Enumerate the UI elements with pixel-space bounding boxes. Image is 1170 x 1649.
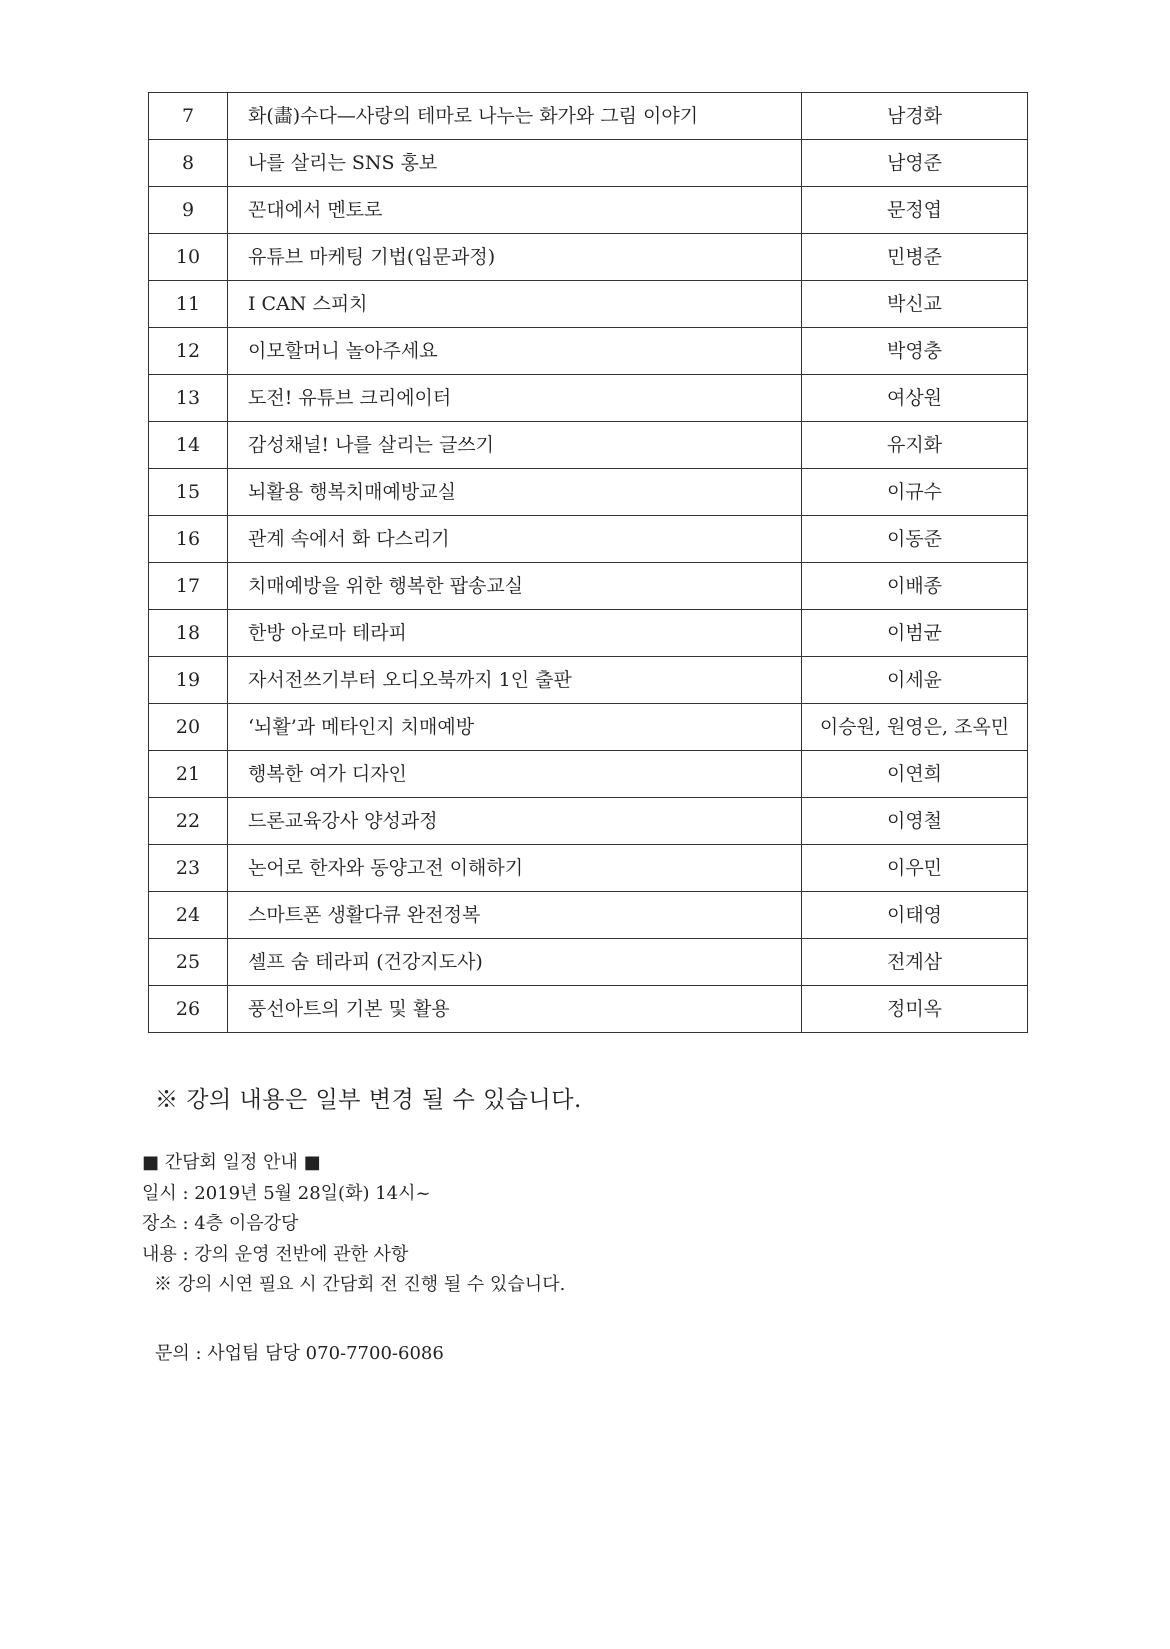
- row-number: 23: [149, 845, 228, 892]
- row-instructor: 이연희: [802, 751, 1028, 798]
- row-course-title: 감성채널! 나를 살리는 글쓰기: [228, 422, 802, 469]
- row-course-title: 드론교육강사 양성과정: [228, 798, 802, 845]
- course-table-body: [149, 93, 1028, 1033]
- schedule-change-note: ※ 강의 내용은 일부 변경 될 수 있습니다.: [155, 1087, 582, 1113]
- row-instructor: 박신교: [802, 281, 1028, 328]
- table-row: [149, 657, 1028, 704]
- row-number: 16: [149, 516, 228, 563]
- meeting-place: 장소 : 4층 이음강당: [142, 1213, 299, 1234]
- table-row: [149, 986, 1028, 1033]
- table-row: [149, 93, 1028, 140]
- row-instructor: 이승원, 원영은, 조옥민: [802, 704, 1028, 751]
- row-instructor: 이규수: [802, 469, 1028, 516]
- row-number: 11: [149, 281, 228, 328]
- row-instructor: 이동준: [802, 516, 1028, 563]
- contact-info: 문의 : 사업팀 담당 070-7700-6086: [155, 1343, 444, 1364]
- row-number: 20: [149, 704, 228, 751]
- row-instructor: 이배종: [802, 563, 1028, 610]
- row-number: 10: [149, 234, 228, 281]
- row-course-title: 꼰대에서 멘토로: [228, 187, 802, 234]
- table-row: [149, 516, 1028, 563]
- table-row: [149, 281, 1028, 328]
- row-number: 12: [149, 328, 228, 375]
- table-row: [149, 140, 1028, 187]
- row-number: 15: [149, 469, 228, 516]
- row-instructor: 이태영: [802, 892, 1028, 939]
- row-instructor: 남영준: [802, 140, 1028, 187]
- row-number: 9: [149, 187, 228, 234]
- row-course-title: 관계 속에서 화 다스리기: [228, 516, 802, 563]
- row-number: 8: [149, 140, 228, 187]
- meeting-datetime: 일시 : 2019년 5월 28일(화) 14시~: [142, 1182, 431, 1204]
- row-course-title: 스마트폰 생활다큐 완전정복: [228, 892, 802, 939]
- row-number: 17: [149, 563, 228, 610]
- table-row: [149, 328, 1028, 375]
- row-instructor: 이우민: [802, 845, 1028, 892]
- meeting-note: ※ 강의 시연 필요 시 간담회 전 진행 될 수 있습니다.: [154, 1274, 566, 1295]
- table-row: [149, 751, 1028, 798]
- row-instructor: 여상원: [802, 375, 1028, 422]
- meeting-content: 내용 : 강의 운영 전반에 관한 사항: [142, 1243, 409, 1265]
- table-row: [149, 469, 1028, 516]
- row-number: 18: [149, 610, 228, 657]
- row-course-title: 셀프 숨 테라피 (건강지도사): [228, 939, 802, 986]
- row-course-title: I CAN 스피치: [228, 281, 802, 328]
- row-instructor: 전계삼: [802, 939, 1028, 986]
- row-number: 26: [149, 986, 228, 1033]
- row-course-title: 풍선아트의 기본 및 활용: [228, 986, 802, 1033]
- table-row: [149, 563, 1028, 610]
- row-number: 22: [149, 798, 228, 845]
- row-number: 21: [149, 751, 228, 798]
- table-row: [149, 798, 1028, 845]
- row-course-title: 유튜브 마케팅 기법(입문과정): [228, 234, 802, 281]
- table-row: [149, 939, 1028, 986]
- row-course-title: 행복한 여가 디자인: [228, 751, 802, 798]
- row-instructor: 이영철: [802, 798, 1028, 845]
- row-number: 7: [149, 93, 228, 140]
- row-instructor: 박영충: [802, 328, 1028, 375]
- table-row: [149, 422, 1028, 469]
- row-number: 13: [149, 375, 228, 422]
- table-row: [149, 610, 1028, 657]
- row-instructor: 이범균: [802, 610, 1028, 657]
- course-table: [148, 92, 1028, 1033]
- row-course-title: 화(畵)수다—사랑의 테마로 나누는 화가와 그림 이야기: [228, 93, 802, 140]
- row-course-title: 뇌활용 행복치매예방교실: [228, 469, 802, 516]
- row-course-title: ‘뇌활’과 메타인지 치매예방: [228, 704, 802, 751]
- table-row: [149, 375, 1028, 422]
- row-number: 14: [149, 422, 228, 469]
- table-row: [149, 704, 1028, 751]
- table-row: [149, 892, 1028, 939]
- meeting-info: [142, 1148, 565, 1301]
- row-instructor: 정미옥: [802, 986, 1028, 1033]
- row-course-title: 한방 아로마 테라피: [228, 610, 802, 657]
- row-number: 19: [149, 657, 228, 704]
- table-row: [149, 187, 1028, 234]
- row-number: 25: [149, 939, 228, 986]
- row-course-title: 치매예방을 위한 행복한 팝송교실: [228, 563, 802, 610]
- row-instructor: 남경화: [802, 93, 1028, 140]
- row-instructor: 이세윤: [802, 657, 1028, 704]
- row-course-title: 도전! 유튜브 크리에이터: [228, 375, 802, 422]
- row-course-title: 나를 살리는 SNS 홍보: [228, 140, 802, 187]
- row-instructor: 유지화: [802, 422, 1028, 469]
- row-instructor: 문정엽: [802, 187, 1028, 234]
- meeting-heading: ■ 간담회 일정 안내 ■: [142, 1152, 321, 1173]
- row-course-title: 논어로 한자와 동양고전 이해하기: [228, 845, 802, 892]
- row-course-title: 자서전쓰기부터 오디오북까지 1인 출판: [228, 657, 802, 704]
- row-course-title: 이모할머니 놀아주세요: [228, 328, 802, 375]
- row-instructor: 민병준: [802, 234, 1028, 281]
- table-row: [149, 234, 1028, 281]
- table-row: [149, 845, 1028, 892]
- row-number: 24: [149, 892, 228, 939]
